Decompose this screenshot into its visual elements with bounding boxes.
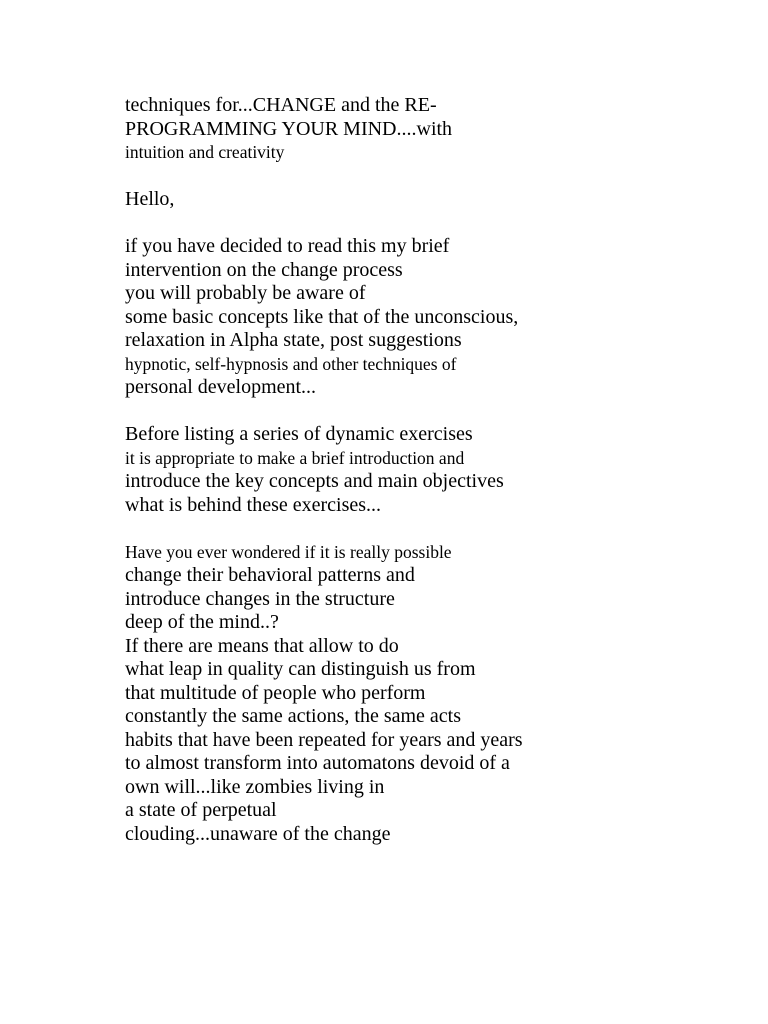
paragraph3-line: If there are means that allow to do [125,634,399,657]
paragraph2-line: introduce the key concepts and main objectives [125,470,504,492]
paragraph3-line: own will...like zombies living in [125,775,385,798]
paragraph1-line: personal development... [125,376,317,398]
document-body [125,94,725,846]
paragraph1-line: intervention on the change process [125,258,403,281]
greeting: Hello, [125,188,175,210]
paragraph3-line: clouding...unaware of the change [125,822,391,845]
title-line-1: techniques for...CHANGE and the RE- [125,94,437,116]
paragraph3-line: what leap in quality can distinguish us from [125,658,476,680]
paragraph3-line: a state of perpetual [125,799,277,821]
paragraph3-line: change their behavioral patterns and [125,564,415,586]
spacer [125,400,725,424]
spacer [125,165,725,189]
paragraph3-line: Have you ever wondered if it is really possible [125,541,452,562]
paragraph3-line: constantly the same actions, the same acts [125,705,462,727]
paragraph3-line: deep of the mind..? [125,611,279,633]
paragraph2-line: Before listing a series of dynamic exercises [125,423,473,445]
paragraph1-line: some basic concepts like that of the unconscious, [125,305,519,328]
spacer [125,517,725,541]
spacer [125,212,725,236]
paragraph3-line: habits that have been repeated for years and years [125,728,523,751]
paragraph3-line: that multitude of people who perform [125,681,426,704]
paragraph2-line: what is behind these exercises... [125,493,382,516]
paragraph1-line: hypnotic, self-hypnosis and other techniques of [125,353,457,374]
paragraph1-line: you will probably be aware of [125,282,366,304]
title-line-2: PROGRAMMING YOUR MIND....with [125,117,453,140]
paragraph1-line: relaxation in Alpha state, post suggestions [125,329,462,351]
paragraph3-line: to almost transform into automatons devoid of a [125,752,510,774]
paragraph2-line: it is appropriate to make a brief introduction and [125,447,465,468]
paragraph1-line: if you have decided to read this my brief [125,235,450,257]
title-line-3: intuition and creativity [125,142,285,162]
paragraph3-line: introduce changes in the structure [125,587,395,610]
